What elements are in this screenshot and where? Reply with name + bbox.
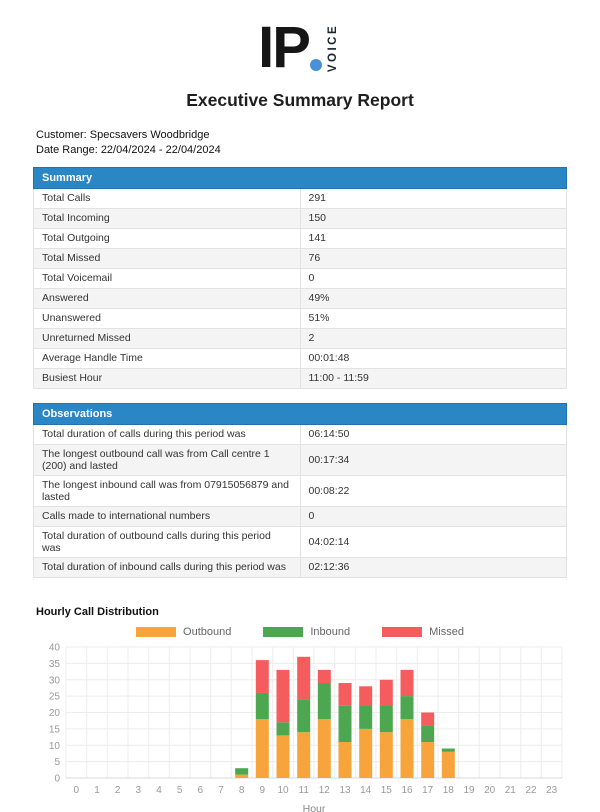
x-tick-label: 5 [176, 784, 183, 796]
row-value: 76 [300, 248, 567, 268]
y-tick-label: 30 [48, 674, 60, 686]
logo-dot-icon [310, 59, 322, 71]
bar-segment-outbound [359, 728, 372, 777]
row-label: Total duration of calls during this period was [34, 424, 301, 444]
row-label: The longest inbound call was from 07915056879 and lasted [34, 475, 301, 506]
x-tick-label: 14 [360, 784, 372, 796]
legend-swatch-icon [382, 627, 422, 637]
row-value: 11:00 - 11:59 [300, 368, 567, 388]
table-row [34, 444, 567, 475]
legend-item-outbound [136, 626, 231, 638]
x-tick-label: 17 [422, 784, 434, 796]
x-tick-label: 8 [238, 784, 245, 796]
row-value: 04:02:14 [300, 526, 567, 557]
table-row [34, 348, 567, 368]
row-label: Calls made to international numbers [34, 506, 301, 526]
hourly-call-chart [30, 642, 600, 812]
bar-segment-missed [401, 669, 414, 695]
bar-segment-inbound [277, 722, 290, 735]
row-label: Total duration of outbound calls during this period was [34, 526, 301, 557]
row-value: 51% [300, 308, 567, 328]
bar-segment-outbound [339, 742, 352, 778]
bar-segment-missed [421, 712, 434, 725]
x-tick-label: 4 [156, 784, 162, 796]
x-tick-label: 0 [73, 784, 80, 796]
x-tick-label: 10 [277, 784, 289, 796]
row-value: 00:17:34 [300, 444, 567, 475]
legend-label: Inbound [310, 625, 351, 638]
legend-item-inbound [263, 626, 350, 638]
table-row [34, 506, 567, 526]
table-row [34, 188, 567, 208]
date-range-line: Date Range: 22/04/2024 - 22/04/2024 [36, 143, 221, 156]
x-tick-label: 22 [525, 784, 537, 796]
x-tick-label: 13 [339, 784, 351, 796]
x-tick-label: 20 [484, 784, 496, 796]
row-label: Total Outgoing [34, 228, 301, 248]
x-tick-label: 1 [94, 784, 100, 796]
table-row [34, 288, 567, 308]
row-value: 141 [300, 228, 567, 248]
bar-segment-inbound [318, 683, 331, 719]
row-label: Unanswered [34, 308, 301, 328]
bar-segment-missed [318, 669, 331, 682]
row-value: 0 [300, 506, 567, 526]
logo-vertical-text-box [325, 20, 342, 77]
bar-segment-outbound [318, 719, 331, 778]
bar-segment-outbound [235, 774, 248, 777]
row-label: Total Calls [34, 188, 301, 208]
y-tick-label: 10 [48, 740, 60, 752]
x-tick-label: 11 [298, 784, 309, 796]
row-label: Total Incoming [34, 208, 301, 228]
y-tick-label: 20 [48, 707, 60, 719]
table-row [34, 308, 567, 328]
bar-segment-missed [339, 683, 352, 706]
x-tick-label: 21 [504, 784, 516, 796]
bar-segment-inbound [442, 748, 455, 751]
summary-table [33, 167, 567, 389]
bar-segment-missed [380, 679, 393, 705]
bar-segment-missed [277, 669, 290, 721]
bar-segment-outbound [421, 742, 434, 778]
x-tick-label: 12 [318, 784, 330, 796]
bar-segment-inbound [235, 768, 248, 775]
row-label: Unreturned Missed [34, 328, 301, 348]
row-value: 00:01:48 [300, 348, 567, 368]
row-label: Total Voicemail [34, 268, 301, 288]
bar-segment-outbound [380, 732, 393, 778]
logo-vertical-text: VOICE [327, 24, 340, 73]
bar-segment-missed [297, 656, 310, 699]
row-value: 0 [300, 268, 567, 288]
x-tick-label: 6 [197, 784, 204, 796]
observations-table-header: Observations [34, 403, 567, 424]
x-tick-label: 16 [401, 784, 413, 796]
logo-wordmark: IP [258, 15, 309, 80]
observations-table [33, 403, 567, 578]
legend-label: Outbound [183, 625, 232, 638]
bar-segment-missed [359, 686, 372, 706]
table-row [34, 228, 567, 248]
summary-table-header: Summary [34, 167, 567, 188]
y-tick-label: 0 [54, 773, 60, 785]
x-tick-label: 2 [114, 784, 121, 796]
legend-swatch-icon [263, 627, 303, 637]
row-value: 291 [300, 188, 567, 208]
x-tick-label: 7 [218, 784, 224, 796]
x-axis-title: Hour [302, 802, 326, 812]
bar-segment-outbound [401, 719, 414, 778]
bar-segment-outbound [297, 732, 310, 778]
row-value: 49% [300, 288, 567, 308]
y-tick-label: 40 [48, 642, 60, 654]
chart-legend [0, 626, 600, 638]
row-label: Average Handle Time [34, 348, 301, 368]
bar-segment-inbound [401, 696, 414, 719]
row-label: Answered [34, 288, 301, 308]
row-label: Total duration of inbound calls during this period was [34, 557, 301, 577]
legend-label: Missed [429, 625, 464, 638]
table-row [34, 368, 567, 388]
bar-segment-outbound [442, 751, 455, 777]
bar-segment-inbound [297, 699, 310, 732]
report-meta [36, 128, 600, 158]
table-row [34, 208, 567, 228]
table-row [34, 424, 567, 444]
x-tick-label: 9 [259, 784, 266, 796]
customer-line: Customer: Specsavers Woodbridge [36, 128, 210, 141]
x-tick-label: 18 [442, 784, 454, 796]
row-label: Busiest Hour [34, 368, 301, 388]
row-label: Total Missed [34, 248, 301, 268]
y-tick-label: 35 [48, 658, 60, 670]
bar-segment-inbound [359, 706, 372, 729]
table-row [34, 526, 567, 557]
page-title: Executive Summary Report [186, 89, 414, 110]
bar-segment-inbound [339, 706, 352, 742]
bar-segment-missed [256, 660, 269, 693]
bar-segment-outbound [256, 719, 269, 778]
table-row [34, 475, 567, 506]
chart-canvas [30, 642, 570, 812]
y-tick-label: 15 [48, 723, 60, 735]
row-value: 02:12:36 [300, 557, 567, 577]
bar-segment-inbound [421, 725, 434, 741]
y-tick-label: 25 [48, 691, 60, 703]
row-label: The longest outbound call was from Call centre 1 (200) and lasted [34, 444, 301, 475]
bar-segment-inbound [380, 706, 393, 732]
table-row [34, 248, 567, 268]
legend-swatch-icon [136, 627, 176, 637]
x-tick-label: 3 [135, 784, 142, 796]
row-value: 00:08:22 [300, 475, 567, 506]
row-value: 2 [300, 328, 567, 348]
bar-segment-inbound [256, 692, 269, 718]
chart-title: Hourly Call Distribution [36, 605, 159, 618]
table-row [34, 268, 567, 288]
logo [0, 0, 600, 80]
row-value: 150 [300, 208, 567, 228]
table-row [34, 557, 567, 577]
row-value: 06:14:50 [300, 424, 567, 444]
y-tick-label: 5 [54, 756, 60, 768]
x-tick-label: 23 [546, 784, 558, 796]
x-tick-label: 19 [463, 784, 475, 796]
bar-segment-outbound [277, 735, 290, 778]
legend-item-missed [382, 626, 464, 638]
x-tick-label: 15 [380, 784, 392, 796]
table-row [34, 328, 567, 348]
